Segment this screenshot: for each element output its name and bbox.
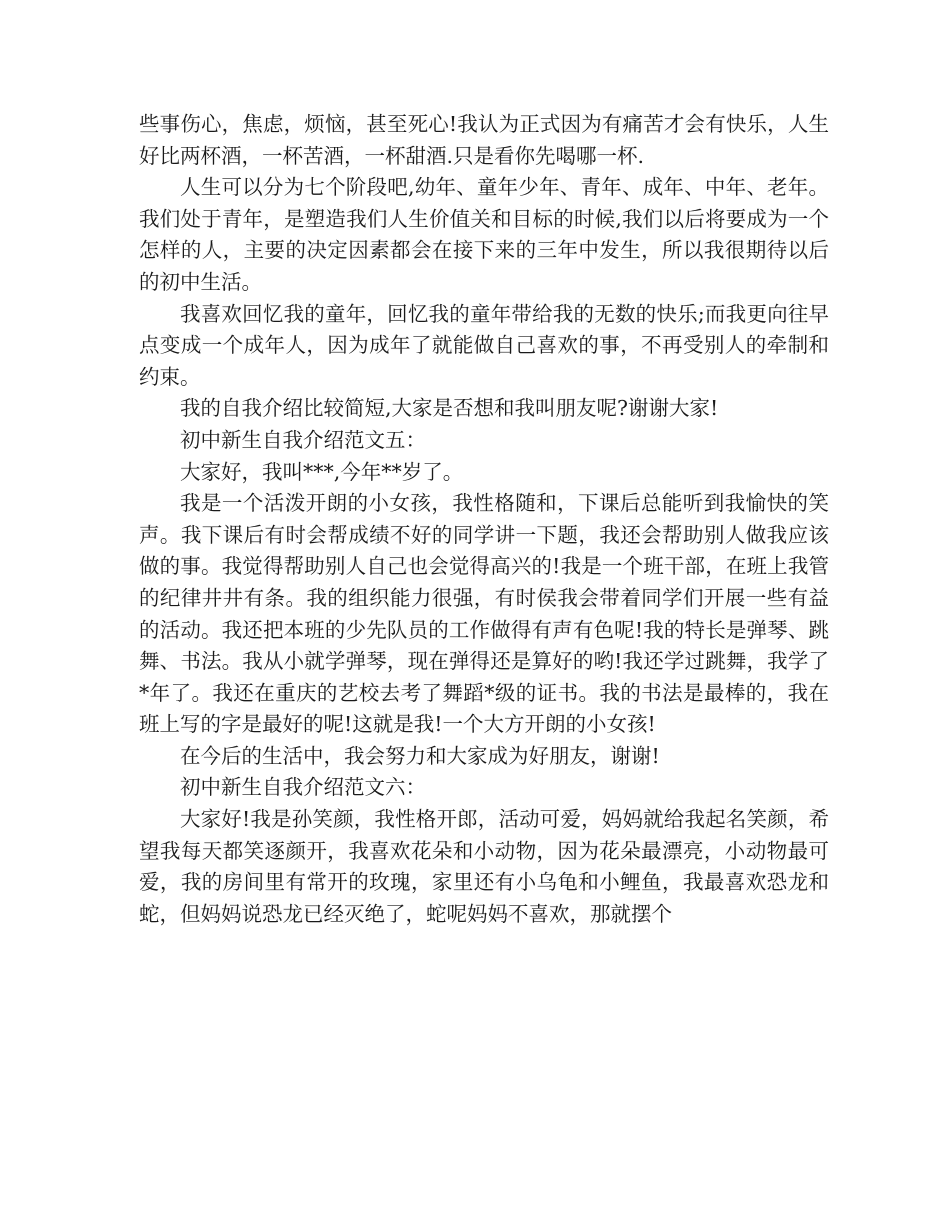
paragraph-7: 我是一个活泼开朗的小女孩，我性格随和，下课后总能听到我愉快的笑声。我下课后有时会帮成绩不好的同学讲一下题，我还会帮助别人做我应该做的事。我觉得帮助别人自己也会觉得高兴的!我是一个班干部，在班上我管的纪律井井有条。我的组织能力很强，有时侯我会带着同学们开展一些有益的活动。我还把本班的少先队员的工作做得有声有色呢!我的特长是弹琴、跳舞、书法。我从小就学弹琴，现在弹得还是算好的哟!我还学过跳舞，我学了*年了。我还在重庆的艺校去考了舞蹈*级的证书。我的书法是最棒的，我在班上写的字是最好的呢!这就是我!一个大方开朗的小女孩!: [139, 491, 829, 737]
paragraph-2: 人生可以分为七个阶段吧,幼年、童年少年、青年、成年、中年、老年。我们处于青年，是塑造我们人生价值关和目标的时候,我们以后将要成为一个怎样的人，主要的决定因素都会在接下来的三年中发生，所以我很期待以后的初中生活。: [139, 175, 829, 294]
paragraph-10: 大家好!我是孙笑颜，我性格开郎，活动可爱，妈妈就给我起名笑颜，希望我每天都笑逐颜开，我喜欢花朵和小动物，因为花朵最漂亮，小动物最可爱，我的房间里有常开的玫瑰，家里还有小乌龟和小鲤鱼，我最喜欢恐龙和蛇，但妈妈说恐龙已经灭绝了，蛇呢妈妈不喜欢，那就摆个: [139, 807, 829, 926]
paragraph-1: 些事伤心，焦虑，烦恼，甚至死心!我认为正式因为有痛苦才会有快乐，人生好比两杯酒，一杯苦酒，一杯甜酒.只是看你先喝哪一杯.: [139, 112, 829, 168]
section-heading-5: 初中新生自我介绍范文五：: [180, 427, 426, 452]
paragraph-8: 在今后的生活中，我会努力和大家成为好朋友，谢谢!: [180, 743, 660, 768]
paragraph-4: 我的自我介绍比较简短,大家是否想和我叫朋友呢?谢谢大家!: [180, 396, 719, 421]
paragraph-3: 我喜欢回忆我的童年，回忆我的童年带给我的无数的快乐;而我更向往早点变成一个成年人，因为成年了就能做自己喜欢的事，不再受别人的牵制和约束。: [139, 301, 829, 389]
section-heading-6: 初中新生自我介绍范文六：: [180, 775, 426, 800]
paragraph-6: 大家好，我叫***,今年**岁了。: [180, 459, 464, 484]
document-body: [139, 109, 829, 930]
